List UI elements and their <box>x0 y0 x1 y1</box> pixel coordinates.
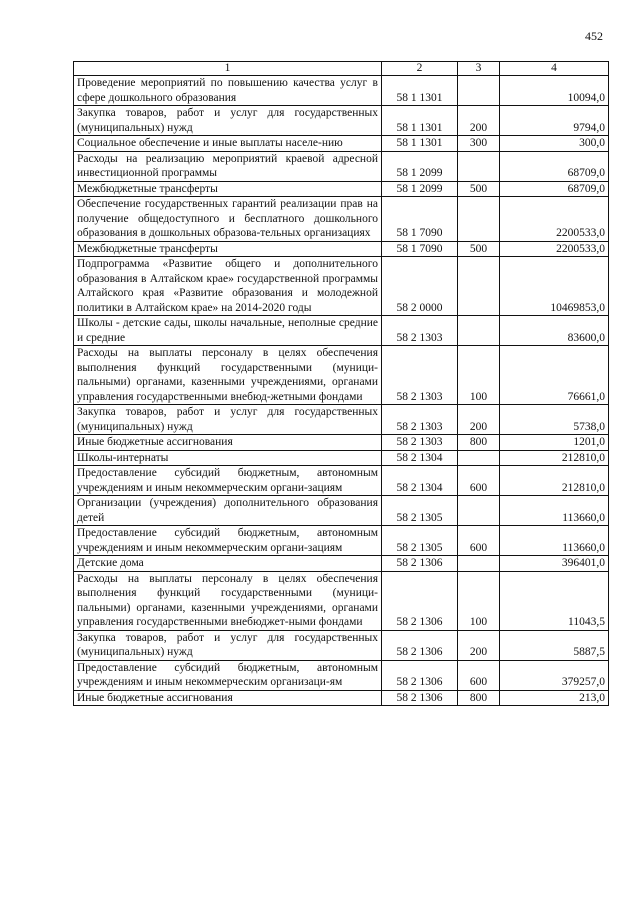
row-code: 58 2 1303 <box>382 316 458 346</box>
row-amount: 212810,0 <box>500 450 609 466</box>
table-row <box>74 556 609 572</box>
table-row <box>74 630 609 660</box>
column-header: 2 <box>382 62 458 76</box>
row-expense-type <box>458 197 500 242</box>
row-amount: 10469853,0 <box>500 257 609 316</box>
table-row <box>74 466 609 496</box>
row-expense-type: 600 <box>458 466 500 496</box>
row-description: Закупка товаров, работ и услуг для государственных (муниципальных) нужд <box>74 630 382 660</box>
column-header: 1 <box>74 62 382 76</box>
row-expense-type <box>458 556 500 572</box>
row-description: Организации (учреждения) дополнительного образования детей <box>74 496 382 526</box>
row-description: Закупка товаров, работ и услуг для государственных (муниципальных) нужд <box>74 106 382 136</box>
row-amount: 68709,0 <box>500 181 609 197</box>
table-body <box>74 76 609 706</box>
row-description: Межбюджетные трансферты <box>74 241 382 257</box>
row-code: 58 2 1306 <box>382 556 458 572</box>
table-row <box>74 257 609 316</box>
row-amount: 11043,5 <box>500 571 609 630</box>
column-header: 4 <box>500 62 609 76</box>
table-row <box>74 136 609 152</box>
row-expense-type: 500 <box>458 181 500 197</box>
row-code: 58 2 0000 <box>382 257 458 316</box>
row-code: 58 2 1305 <box>382 526 458 556</box>
row-description: Проведение мероприятий по повышению качества услуг в сфере дошкольного образования <box>74 76 382 106</box>
row-expense-type <box>458 316 500 346</box>
row-expense-type <box>458 450 500 466</box>
row-amount: 212810,0 <box>500 466 609 496</box>
row-amount: 213,0 <box>500 690 609 706</box>
column-header: 3 <box>458 62 500 76</box>
table-row <box>74 526 609 556</box>
row-description: Подпрограмма «Развитие общего и дополнительного образования в Алтайском крае» государственной программы Алтайского края «Развитие образования и молодежной политики в Алтайском крае» на 2014-2020 годы <box>74 257 382 316</box>
table-row <box>74 346 609 405</box>
row-amount: 5738,0 <box>500 405 609 435</box>
row-expense-type: 800 <box>458 690 500 706</box>
row-amount: 2200533,0 <box>500 241 609 257</box>
table-row <box>74 197 609 242</box>
table-row <box>74 496 609 526</box>
row-code: 58 2 1306 <box>382 660 458 690</box>
row-amount: 300,0 <box>500 136 609 152</box>
row-amount: 76661,0 <box>500 346 609 405</box>
row-description: Предоставление субсидий бюджетным, автономным учреждениям и иным некоммерческим организаци-ям <box>74 660 382 690</box>
table-row <box>74 690 609 706</box>
row-expense-type <box>458 151 500 181</box>
row-amount: 9794,0 <box>500 106 609 136</box>
row-code: 58 1 2099 <box>382 151 458 181</box>
row-expense-type: 300 <box>458 136 500 152</box>
budget-table <box>73 61 609 706</box>
row-amount: 10094,0 <box>500 76 609 106</box>
row-amount: 396401,0 <box>500 556 609 572</box>
row-amount: 68709,0 <box>500 151 609 181</box>
row-code: 58 1 1301 <box>382 136 458 152</box>
row-description: Иные бюджетные ассигнования <box>74 435 382 451</box>
row-code: 58 2 1305 <box>382 496 458 526</box>
row-description: Расходы на реализацию мероприятий краевой адресной инвестиционной программы <box>74 151 382 181</box>
row-description: Предоставление субсидий бюджетным, автономным учреждениям и иным некоммерческим органи-зациям <box>74 526 382 556</box>
row-expense-type: 500 <box>458 241 500 257</box>
row-description: Межбюджетные трансферты <box>74 181 382 197</box>
row-code: 58 1 7090 <box>382 241 458 257</box>
table-row <box>74 405 609 435</box>
row-expense-type: 600 <box>458 526 500 556</box>
row-code: 58 2 1304 <box>382 450 458 466</box>
row-code: 58 2 1303 <box>382 405 458 435</box>
row-description: Социальное обеспечение и иные выплаты населе-нию <box>74 136 382 152</box>
row-code: 58 1 7090 <box>382 197 458 242</box>
row-expense-type <box>458 76 500 106</box>
row-amount: 113660,0 <box>500 526 609 556</box>
row-amount: 1201,0 <box>500 435 609 451</box>
row-description: Школы - детские сады, школы начальные, неполные средние и средние <box>74 316 382 346</box>
header-row <box>74 62 609 76</box>
row-description: Школы-интернаты <box>74 450 382 466</box>
row-expense-type: 600 <box>458 660 500 690</box>
row-description: Детские дома <box>74 556 382 572</box>
row-description: Закупка товаров, работ и услуг для государственных (муниципальных) нужд <box>74 405 382 435</box>
row-amount: 83600,0 <box>500 316 609 346</box>
table-row <box>74 660 609 690</box>
row-description: Расходы на выплаты персоналу в целях обеспечения выполнения функций государственными (муници-пальными) органами, казенными учреждениями, органами управления государственными внебюд-жетными фондами <box>74 346 382 405</box>
table-row <box>74 316 609 346</box>
row-expense-type: 100 <box>458 346 500 405</box>
row-expense-type: 200 <box>458 630 500 660</box>
table-row <box>74 435 609 451</box>
row-code: 58 2 1303 <box>382 435 458 451</box>
row-code: 58 2 1304 <box>382 466 458 496</box>
row-expense-type: 200 <box>458 106 500 136</box>
table-row <box>74 76 609 106</box>
row-amount: 113660,0 <box>500 496 609 526</box>
row-expense-type: 200 <box>458 405 500 435</box>
row-expense-type: 100 <box>458 571 500 630</box>
row-expense-type <box>458 496 500 526</box>
table-row <box>74 151 609 181</box>
table-row <box>74 181 609 197</box>
row-code: 58 1 1301 <box>382 76 458 106</box>
row-code: 58 1 1301 <box>382 106 458 136</box>
table-row <box>74 106 609 136</box>
row-code: 58 1 2099 <box>382 181 458 197</box>
page-number: 452 <box>585 29 603 43</box>
table-row <box>74 450 609 466</box>
row-code: 58 2 1306 <box>382 690 458 706</box>
row-code: 58 2 1303 <box>382 346 458 405</box>
row-description: Предоставление субсидий бюджетным, автономным учреждениям и иным некоммерческим органи-зациям <box>74 466 382 496</box>
table-row <box>74 571 609 630</box>
row-description: Обеспечение государственных гарантий реализации прав на получение общедоступного и бесплатного дошкольного образования в дошкольных образова-тельных организациях <box>74 197 382 242</box>
row-code: 58 2 1306 <box>382 630 458 660</box>
row-description: Расходы на выплаты персоналу в целях обеспечения выполнения функций государственными (муници-пальными) органами, казенными учреждениями, органами управления государственными внебюджет-ными фондами <box>74 571 382 630</box>
row-code: 58 2 1306 <box>382 571 458 630</box>
row-expense-type <box>458 257 500 316</box>
row-amount: 2200533,0 <box>500 197 609 242</box>
row-expense-type: 800 <box>458 435 500 451</box>
row-amount: 5887,5 <box>500 630 609 660</box>
table-row <box>74 241 609 257</box>
row-amount: 379257,0 <box>500 660 609 690</box>
row-description: Иные бюджетные ассигнования <box>74 690 382 706</box>
